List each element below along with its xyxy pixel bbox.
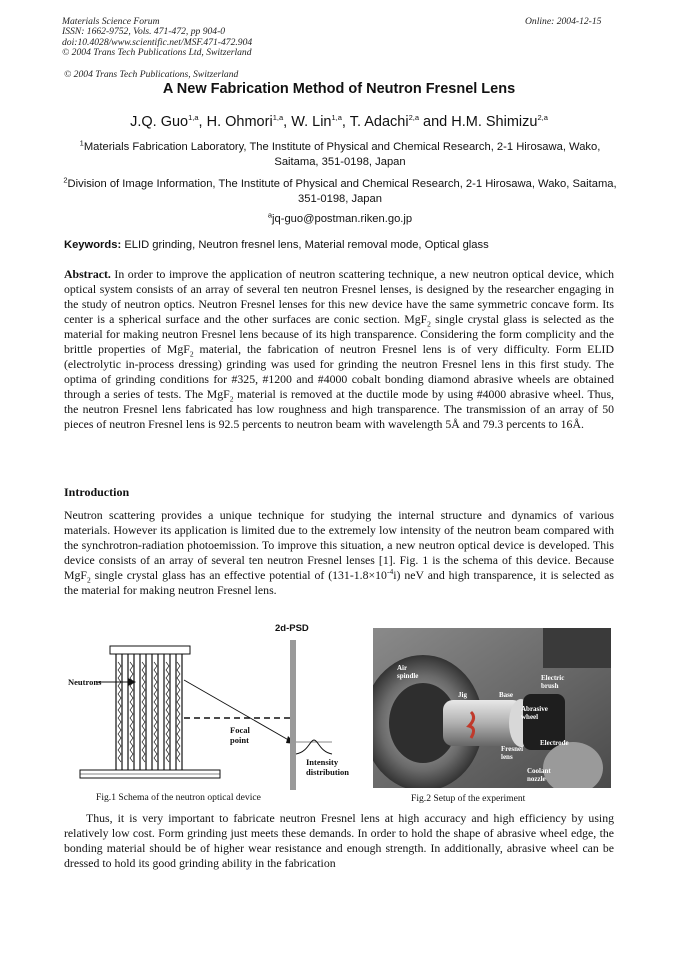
keywords-label: Keywords: <box>64 239 122 251</box>
introduction-paragraph: Neutron scattering provides a unique technique for studying the internal structure and dynamics of various materials. However its application is limited due to the extremely low intensity of the neutron beam compared with the synchrotron-radiation photoemission. To improve this situation, a new neutron optical device is developed. This device consists of an array of several ten neutron Fresnel lenses [1]. Fig. 1 is the schema of this device. Because MgF$_2$ single crystal glass has an effective potential of $(131-1.8\times 10^{-4}i)$ neV and high transparence, it is selected as the material for making neutron Fresnel lens. <box>64 508 614 597</box>
label-base: Base <box>499 691 513 699</box>
author: H. Ohmori <box>206 114 273 130</box>
intensity-distribution-label: Intensity distribution <box>306 757 349 777</box>
focal-point-label: Focal point <box>230 725 250 745</box>
affiliation-1: $^1$Materials Fabrication Laboratory, The Institute of Physical and Chemical Research, 2-1 Hirosawa, Wako, Saitama, 351-0198, Japan <box>79 138 601 168</box>
author: W. Lin <box>291 114 332 130</box>
affiliation-2: $^2$Division of Image Information, The Institute of Physical and Chemical Research, 2-1 Hirosawa, Wako, Saitama, 351-0198, Japan <box>63 175 617 205</box>
figure-2-photo <box>373 628 611 788</box>
figure-2-caption: Fig.2 Setup of the experiment <box>411 793 526 804</box>
device-top-frame <box>110 646 190 654</box>
psd-detector <box>290 640 296 790</box>
author-list: J.Q. Guo$^{1,a}$, H. Ohmori$^{1,a}$, W. Lin$^{1,a}$, T. Adachi$^{2,a}$ and H.M. Shimizu$^{2,a}$ <box>130 113 548 130</box>
paper-title: A New Fabrication Method of Neutron Fresnel Lens <box>162 81 516 97</box>
author: J.Q. Guo <box>130 114 189 130</box>
author-email: $^a$jq-guo@postman.riken.go.jp <box>267 210 413 225</box>
label-coolant-nozzle: Coolant nozzle <box>527 767 551 783</box>
neutrons-label: Neutrons <box>68 677 102 687</box>
label-abrasive-wheel: Abrasive wheel <box>521 705 548 721</box>
lens-array <box>116 654 182 770</box>
journal-name: Materials Science Forum <box>62 16 160 27</box>
psd-label: 2d-PSD <box>275 623 309 634</box>
keywords-text: ELID grinding, Neutron fresnel lens, Material removal mode, Optical glass <box>124 239 489 251</box>
issn-line: ISSN: 1662-9752, Vols. 471-472, pp 904-0 <box>62 26 226 38</box>
doi-line: doi:10.4028/www.scientific.net/MSF.471-472.904 <box>62 36 253 48</box>
author: H.M. Shimizu <box>451 114 538 130</box>
body-paragraph-2: Thus, it is very important to fabricate neutron Fresnel lens at high accuracy and high efficiency by using relatively low cost. Form grinding just meets these demands. In order to hold the shape of abrasive wheel edge, the bonding material should be of higher wear resistance and enough strength. In additionally, abrasive wheel can be dressed to hold its good grinding ability in the fabrication <box>64 811 614 870</box>
label-electric-brush: Electric brush <box>541 674 565 690</box>
author: T. Adachi <box>349 114 409 130</box>
label-air-spindle: Air spindle <box>397 664 419 680</box>
abstract: Abstract. In order to improve the application of neutron scattering technique, a new neutron optical device, which optical system consists of an array of several ten neutron Fresnel lenses, is designed by the researcher engaging in the study of neutron optics. Neutron Fresnel lenses for this new device have the same symmetric concave form. Its center is a spherical surface and the other surfaces are conic section. MgF$_2$ single crystal glass is selected as the material for making neutron Fresnel lens because of its high transparence. Considering the form complicity and the brittle properties of MgF$_2$ material, the fabrication of neutron Fresnel lens is of very difficulty. Form ELID (electrolytic in-process dressing) grinding was used for grinding the neutron Fresnel lens in this first study. The optima of grinding conditions for #325, #1200 and #4000 cobalt bonding diamond abrasive wheels are obtained through a series of tests. The MgF$_2$ material is removed at the ductile mode by using #4000 abrasive wheel. Thus, the neutron Fresnel lens fabricated has low roughness and high transparence. The transmission of an array of 50 pieces of neutron Fresnel lens is 92.5 percents to neutron beam with wavelength 5Å and 79.3 percents to 16Å. <box>64 267 615 431</box>
photo-illustration <box>373 628 611 788</box>
section-heading-introduction: Introduction <box>64 485 130 499</box>
online-date: Online: 2004-12-15 <box>525 16 602 27</box>
label-fresnel-lens: Fresnel lens <box>501 745 524 761</box>
label-electrode: Electrode <box>540 739 569 747</box>
copyright-line-2: © 2004 Trans Tech Publications, Switzerland <box>64 69 239 80</box>
copyright-line: © 2004 Trans Tech Publications Ltd, Switzerland <box>62 47 252 59</box>
publication-header <box>62 17 252 59</box>
abstract-label: Abstract. <box>64 267 111 281</box>
label-jig: Jig <box>458 691 467 699</box>
figure-1-caption: Fig.1 Schema of the neutron optical device <box>96 792 261 803</box>
keywords <box>64 239 624 251</box>
